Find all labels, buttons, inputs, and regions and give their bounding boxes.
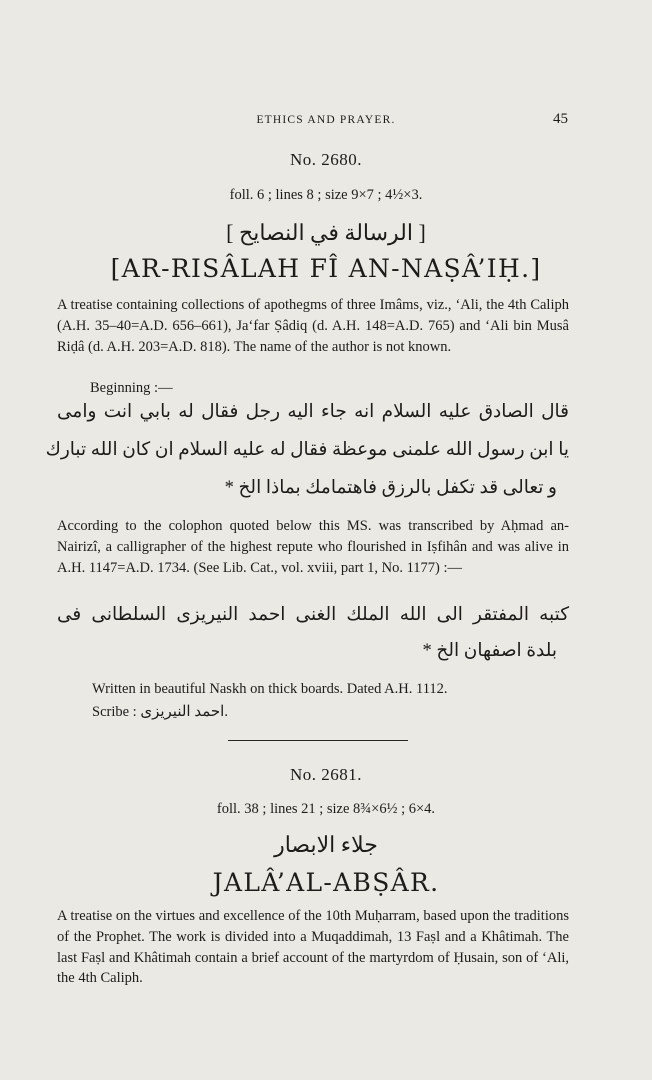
running-head: ETHICS AND PRAYER. (256, 114, 396, 126)
entry-2680-description: A treatise containing collections of apothegms of three Imâms, viz., ‘Ali, the 4th Caliph (A.H. 35–40=A.D. 656–661), Ja‘far Ṣâdiq (d. A.H. 148=A.D. 765) and ‘Ali bin Musâ Riḍâ (d. A.H. 203=A.D. 818). The name of the author is not known. (57, 297, 569, 355)
entry-2681-title: JALÂ’AL-ABṢÂR. (212, 868, 440, 897)
entry-2681-arabic-title: جلاء الابصار (274, 832, 378, 857)
entry-2681-number: No. 2681. (289, 765, 363, 784)
page-number: 45 (553, 111, 568, 127)
colophon-line-1: كتبه المفتقر الى الله الملك الغنى احمد النيريزى السلطانى فى (57, 605, 569, 625)
entry-2680-number: No. 2680. (289, 150, 363, 169)
entry-2681-collation: foll. 38 ; lines 21 ; size 8¾×6½ ; 6×4. (216, 801, 436, 817)
beginning-line-3: و تعالى قد تكفل بالرزق فاهتمامك بماذا الخ * (224, 478, 557, 498)
scribe-label: Scribe : (92, 704, 137, 720)
entry-2681-description: A treatise on the virtues and excellence of the 10th Muḥarram, based upon the traditions of the Prophet. The work is divided into a Muqaddimah, 13 Faṣl and a Khâtimah. The last Faṣl and Khâtimah contain a brief account of the martyrdom of Ḥusain, son of ‘Ali, the 4th Caliph. (57, 908, 569, 987)
beginning-label: Beginning :— (90, 380, 173, 396)
section-divider (228, 740, 408, 741)
beginning-line-1: قال الصادق عليه السلام انه جاء اليه رجل فقال له بابي انت وامى (57, 402, 569, 422)
written-note: Written in beautiful Naskh on thick boards. Dated A.H. 1112. (92, 681, 448, 697)
scribe-name: احمد النيريزى (140, 704, 225, 720)
scribe-period: . (224, 704, 228, 720)
scribe-line (92, 702, 228, 721)
colophon-intro: According to the colophon quoted below this MS. was transcribed by Aḥmad an-Nairizî, a calligrapher of the highest repute who flourished in Iṣfihân and was alive in A.H. 1147=A.D. 1734. (See Lib. Cat., vol. xviii, part 1, No. 1177) :— (57, 518, 569, 576)
entry-2680-title: [AR-RISÂLAH FÎ AN-NAṢÂ’IḤ.] (110, 254, 542, 283)
colophon-line-2: بلدة اصفهان الخ * (422, 641, 557, 661)
entry-2680-arabic-title: [ الرسالة في النصايح ] (226, 220, 426, 245)
beginning-line-2: يا ابن رسول الله علمنى موعظة فقال له عليه السلام ان كان الله تبارك (45, 440, 569, 460)
entry-2680-collation: foll. 6 ; lines 8 ; size 9×7 ; 4½×3. (229, 187, 423, 203)
